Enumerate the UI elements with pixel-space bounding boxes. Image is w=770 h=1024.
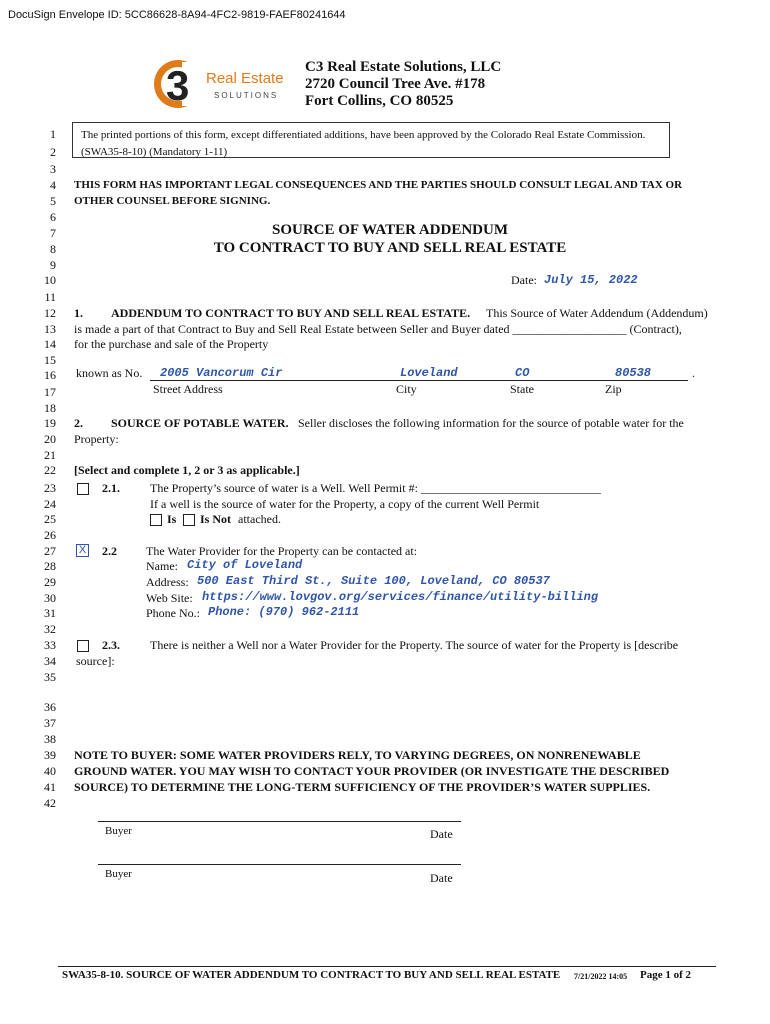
line-number: 19 [44, 416, 56, 430]
company-address2: Fort Collins, CO 80525 [305, 93, 454, 109]
logo-text-sub: SOLUTIONS [214, 91, 279, 100]
buyer1-signature-line[interactable] [98, 821, 461, 822]
line-number: 41 [44, 780, 56, 794]
provider-phone-label: Phone No.: [146, 606, 200, 620]
date-label: Date: [511, 273, 537, 287]
line-number: 40 [44, 764, 56, 778]
option21-checkbox[interactable] [77, 481, 89, 499]
option21-number: 2.1. [102, 481, 120, 495]
line-number: 24 [44, 497, 56, 511]
line-number: 7 [50, 226, 56, 240]
footer-timestamp: 7/21/2022 14:05 [574, 972, 628, 981]
line-number: 37 [44, 716, 56, 730]
line-number: 31 [44, 606, 56, 620]
provider-name-field[interactable]: City of Loveland [187, 558, 303, 572]
address-period: . [692, 366, 695, 380]
city-label: City [396, 382, 417, 396]
line-number: 18 [44, 401, 56, 415]
buyer-note-line1: NOTE TO BUYER: SOME WATER PROVIDERS RELY, TO VARYING DEGREES, ON NONRENEWABLE [74, 748, 641, 762]
line-number: 35 [44, 670, 56, 684]
option23-line2: source]: [76, 654, 115, 668]
is-not-attached-checkbox[interactable] [183, 512, 195, 530]
line-number: 11 [44, 290, 56, 304]
line-number: 16 [44, 368, 56, 382]
option23-number: 2.3. [102, 638, 120, 652]
section1-text1: This Source of Water Addendum (Addendum) [486, 306, 708, 320]
is-attached-checkbox[interactable] [150, 512, 162, 530]
svg-text:3: 3 [166, 62, 190, 109]
date-value[interactable]: July 15, 2022 [544, 273, 638, 287]
logo-text-main: Real Estate [206, 70, 284, 87]
line-number: 32 [44, 622, 56, 636]
line-number: 9 [50, 258, 56, 272]
provider-web-label: Web Site: [146, 591, 193, 605]
company-address1: 2720 Council Tree Ave. #178 [305, 76, 486, 92]
zip-field[interactable]: 80538 [615, 366, 652, 380]
buyer-note-line3: SOURCE) TO DETERMINE THE LONG-TERM SUFFICIENCY OF THE PROVIDER’S WATER SUPPLIES. [74, 780, 651, 794]
buyer2-signature-line[interactable] [98, 864, 461, 865]
option21-line1: The Property’s source of water is a Well. Well Permit #: ______________________________ [150, 481, 601, 495]
section1-line3: for the purchase and sale of the Property [74, 337, 269, 351]
section1-number: 1. [74, 306, 83, 320]
is-not-label: Is Not [200, 512, 232, 526]
provider-address-field[interactable]: 500 East Third St., Suite 100, Loveland, CO 80537 [197, 574, 550, 588]
line-number: 28 [44, 559, 56, 573]
footer-page: Page 1 of 2 [640, 969, 692, 981]
address-underline [150, 380, 688, 381]
line-number: 36 [44, 700, 56, 714]
line-number: 4 [50, 178, 56, 192]
legal-warning-line1: THIS FORM HAS IMPORTANT LEGAL CONSEQUENCES AND THE PARTIES SHOULD CONSULT LEGAL AND TAX OR [74, 179, 683, 191]
line-number: 21 [44, 448, 56, 462]
line-number: 25 [44, 512, 56, 526]
attached-text: attached. [238, 512, 281, 526]
line-number: 39 [44, 748, 56, 762]
line-number: 15 [44, 353, 56, 367]
street-field[interactable]: 2005 Vancorum Cir [160, 366, 283, 380]
footer-title: SWA35-8-10. SOURCE OF WATER ADDENDUM TO CONTRACT TO BUY AND SELL REAL ESTATE [62, 969, 561, 981]
form-title-line1: SOURCE OF WATER ADDENDUM [272, 222, 508, 238]
option21-line2: If a well is the source of water for the Property, a copy of the current Well Permit [150, 497, 540, 511]
line-number: 13 [44, 322, 56, 336]
legal-warning-line2: OTHER COUNSEL BEFORE SIGNING. [74, 195, 271, 207]
line-number: 22 [44, 463, 56, 477]
line-number: 29 [44, 575, 56, 589]
state-label: State [510, 382, 534, 396]
line-number: 38 [44, 732, 56, 746]
line-number: 1 [50, 127, 56, 141]
option23-line1: There is neither a Well nor a Water Provider for the Property. The source of water for the Property is [describe [150, 638, 679, 652]
option22-checkbox-checked[interactable]: X [76, 544, 89, 557]
section2-instruction: [Select and complete 1, 2 or 3 as applicable.] [74, 463, 300, 477]
city-field[interactable]: Loveland [400, 366, 458, 380]
line-number: 17 [44, 385, 56, 399]
section2-heading: SOURCE OF POTABLE WATER. [111, 416, 289, 430]
section1-line2: is made a part of that Contract to Buy and Sell Real Estate between Seller and Buyer dated ___________________ (Contract), [74, 322, 682, 336]
line-number: 14 [44, 337, 56, 351]
line-number: 20 [44, 432, 56, 446]
buyer2-label: Buyer [105, 868, 132, 880]
known-as-label: known as No. [76, 366, 143, 380]
line-number: 6 [50, 210, 56, 224]
zip-label: Zip [605, 382, 622, 396]
line-number: 42 [44, 796, 56, 810]
notice-line1: The printed portions of this form, except differentiated additions, have been approved by the Colorado Real Estate Commission. [81, 129, 646, 141]
line-number: 10 [44, 273, 56, 287]
line-number: 30 [44, 591, 56, 605]
footer-rule [58, 966, 716, 967]
option22-line1: The Water Provider for the Property can be contacted at: [146, 544, 418, 558]
line-number: 26 [44, 528, 56, 542]
section1-heading: ADDENDUM TO CONTRACT TO BUY AND SELL REAL ESTATE. [111, 306, 471, 320]
state-field[interactable]: CO [515, 366, 530, 380]
line-number: 33 [44, 638, 56, 652]
street-label: Street Address [153, 382, 223, 396]
section2-text1: Seller discloses the following information for the source of potable water for the [298, 416, 684, 430]
envelope-id: DocuSign Envelope ID: 5CC86628-8A94-4FC2-9819-FAEF80241644 [8, 9, 346, 21]
option22-number: 2.2 [102, 544, 117, 558]
line-number: 8 [50, 242, 56, 256]
notice-line2: (SWA35-8-10) (Mandatory 1-11) [81, 146, 228, 158]
provider-web-field[interactable]: https://www.lovgov.org/services/finance/utility-billing [202, 590, 599, 604]
section2-number: 2. [74, 416, 83, 430]
provider-address-label: Address: [146, 575, 189, 589]
form-title-line2: TO CONTRACT TO BUY AND SELL REAL ESTATE [213, 240, 567, 256]
line-number: 5 [50, 194, 56, 208]
commission-notice-box [72, 122, 670, 158]
line-number: 3 [50, 162, 56, 176]
company-logo [152, 56, 302, 112]
buyer1-date-label: Date [430, 827, 453, 841]
buyer1-label: Buyer [105, 825, 132, 837]
line-number: 23 [44, 481, 56, 495]
company-name: C3 Real Estate Solutions, LLC [305, 59, 502, 75]
provider-name-label: Name: [146, 559, 178, 573]
line-number: 2 [50, 145, 56, 159]
buyer-note-line2: GROUND WATER. YOU MAY WISH TO CONTACT YOUR PROVIDER (OR INVESTIGATE THE DESCRIBED [74, 764, 670, 778]
buyer2-date-label: Date [430, 871, 453, 885]
is-label: Is [167, 512, 177, 526]
section2-line2: Property: [74, 432, 119, 446]
line-number: 12 [44, 306, 56, 320]
line-number: 27 [44, 544, 56, 558]
provider-phone-field[interactable]: Phone: (970) 962-2111 [208, 605, 360, 619]
line-number: 34 [44, 654, 56, 668]
